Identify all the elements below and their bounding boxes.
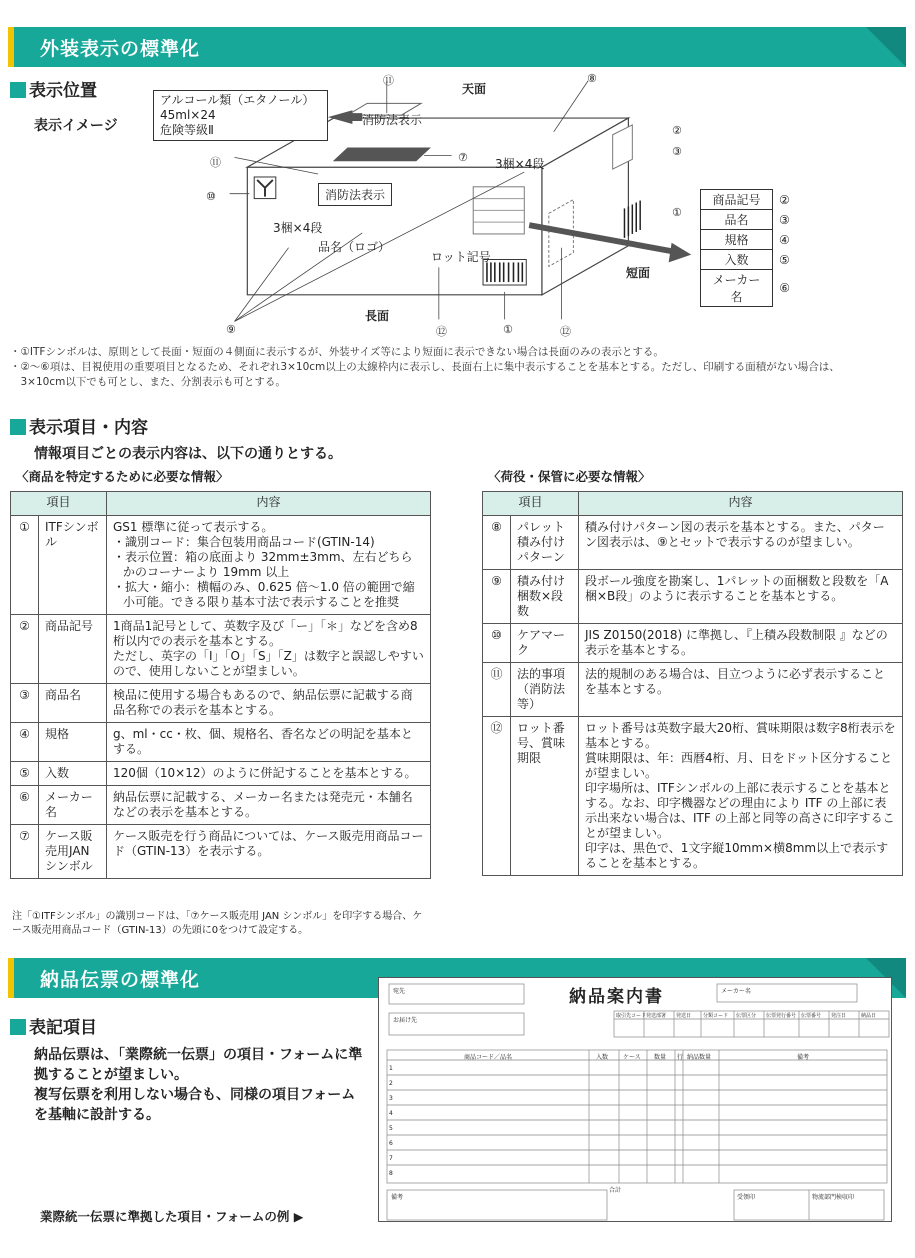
row-item: 法的事項（消防法等） — [511, 663, 579, 717]
heading-square-icon — [10, 1019, 26, 1035]
circled-number: ① — [672, 206, 682, 219]
callout-line: 危険等級Ⅱ — [160, 123, 214, 137]
form-footer-label: 受領印 — [737, 1194, 756, 1201]
table-header: 内容 — [107, 492, 431, 516]
row-content: 検品に使用する場合もあるので、納品伝票に記載する商品名称での表示を基本とする。 — [107, 684, 431, 723]
form-column-header: 納品数量 — [687, 1054, 712, 1061]
form-code-header: 分類コード — [703, 1013, 729, 1019]
form-row-number: 7 — [389, 1155, 393, 1162]
form-footer-label: 備考 — [391, 1194, 404, 1201]
handling-info-table — [482, 491, 903, 876]
circled-number: ⑫ — [436, 325, 447, 338]
content-bullet: ・拡大・縮小：横幅のみ、0.625 倍～1.0 倍の範囲で縮小可能。できる限り基本寸法で表示することを推奨 — [113, 580, 415, 609]
right-table-caption: 〈荷役・保管に必要な情報〉 — [488, 469, 651, 484]
content-line: ロット番号は英数字最大20桁、賞味期限は数字8桁表示を基本とする。 — [585, 721, 896, 750]
banner-title: 外装表示の標準化 — [40, 38, 201, 60]
content-line: ただし、英字の「I」「O」「S」「Z」は数字と誤認しやすいので、使用しないことが望ましい。 — [113, 649, 424, 678]
circled-number: ⑦ — [458, 151, 468, 164]
row-item: 規格 — [39, 723, 107, 762]
product-name-logo: 品名（ロゴ） — [318, 240, 391, 254]
row-item: 積み付け梱数×段数 — [511, 570, 579, 624]
row-content: 120個（10×12）のように併記することを基本とする。 — [107, 762, 431, 786]
row-number: ① — [11, 516, 39, 615]
circled-number: ③ — [672, 145, 682, 158]
row-item: ケアマーク — [511, 624, 579, 663]
form-column-header: 備考 — [797, 1054, 810, 1061]
row-number: ③ — [11, 684, 39, 723]
pallet-text-front: 3梱×4段 — [273, 221, 323, 235]
form-row-number: 3 — [389, 1095, 393, 1102]
row-content: 段ボール強度を勘案し、1パレットの面梱数と段数を「A梱×B段」のように表示することを基本とする。 — [579, 570, 903, 624]
circled-number: ① — [503, 323, 513, 336]
banner-corner — [866, 27, 906, 67]
slip-description — [34, 1045, 364, 1125]
fire-law-label-top: 消防法表示 — [362, 113, 423, 127]
position-notes — [10, 345, 905, 390]
short-face-label: 短面 — [626, 266, 651, 280]
form-field-label: メーカー名 — [721, 988, 751, 995]
callout-line: 45ml×24 — [160, 108, 216, 122]
form-example-label: 業際統一伝票に準拠した項目・フォームの例 ▶ — [40, 1209, 304, 1224]
table-header: 項目 — [483, 492, 579, 516]
form-field-label: 宛先 — [393, 988, 406, 995]
form-code-header: 納品日 — [861, 1013, 877, 1019]
hazard-callout — [153, 90, 328, 141]
form-code-header: 取引先コード — [616, 1013, 647, 1019]
note-line: 3×10cm以下でも可とし、また、分割表示も可とする。 — [10, 376, 286, 388]
circled-number: ⑪ — [383, 74, 394, 87]
form-row-number: 4 — [389, 1110, 393, 1117]
items-intro: 情報項目ごとの表示内容は、以下の通りとする。 — [34, 446, 342, 462]
table-row — [483, 717, 903, 876]
long-face-label: 長面 — [365, 309, 390, 323]
row-item: ケース販売用JANシンボル — [39, 825, 107, 879]
short-face-items-table — [700, 189, 797, 307]
table-row — [483, 663, 903, 717]
form-footer-label: 物流部門検収印 — [812, 1194, 855, 1201]
form-code-header: 発注日 — [831, 1013, 847, 1019]
row-content: 納品伝票に記載する、メーカー名または発売元・本舗名などの表示を基本とする。 — [107, 786, 431, 825]
content-line: 1商品1記号として、英数字及び「ー」「＊」などを含め8桁以内での表示を基本とする。 — [113, 619, 418, 648]
table-row — [483, 624, 903, 663]
table-row — [483, 516, 903, 570]
table-row — [11, 762, 431, 786]
product-info-table — [10, 491, 431, 879]
form-code-header: 発送部署 — [646, 1013, 667, 1019]
short-face-item-num: ⑤ — [779, 252, 790, 267]
row-number: ④ — [11, 723, 39, 762]
note-line: ・①ITFシンボルは、原則として長面・短面の４側面に表示するが、外装サイズ等により短面に表示できない場合は長面のみの表示とする。 — [10, 346, 664, 358]
heading-text: 表示位置 — [29, 81, 97, 101]
short-face-item-num: ④ — [779, 232, 790, 247]
heading-square-icon — [10, 82, 26, 98]
circled-number: ② — [672, 124, 682, 137]
form-column-header: 数量 — [654, 1054, 667, 1061]
row-number: ② — [11, 615, 39, 684]
heading-text: 表記項目 — [29, 1018, 97, 1038]
circled-number: ⑧ — [587, 72, 597, 85]
circled-number: ⑫ — [560, 325, 571, 338]
form-column-header: 入数 — [596, 1054, 609, 1061]
content-line: 賞味期限は、年：西暦4桁、月、日をドット区分することが望ましい。 — [585, 751, 893, 780]
circled-number: ⑪ — [210, 156, 221, 169]
short-face-item-num: ② — [779, 192, 790, 207]
form-row-number: 5 — [389, 1125, 393, 1132]
form-row-number: 2 — [389, 1080, 393, 1087]
section-banner — [8, 27, 906, 67]
table-header: 項目 — [11, 492, 107, 516]
section-heading-position — [10, 76, 97, 101]
short-face-item-num: ③ — [779, 212, 790, 227]
row-item: メーカー名 — [39, 786, 107, 825]
row-item: 商品記号 — [39, 615, 107, 684]
form-code-header: 発送日 — [676, 1013, 692, 1019]
row-content: ケース販売を行う商品については、ケース販売用商品コード（GTIN-13）を表示する。 — [107, 825, 431, 879]
pallet-text-top: 3梱×4段 — [495, 157, 545, 171]
table-row — [11, 684, 431, 723]
table-row — [11, 723, 431, 762]
form-column-header: ケース — [623, 1054, 641, 1061]
table-row — [483, 570, 903, 624]
left-table-caption: 〈商品を特定するために必要な情報〉 — [16, 469, 229, 484]
form-row-number: 8 — [389, 1170, 393, 1177]
table-row — [11, 786, 431, 825]
slip-text-line: 納品伝票は、「業際統一伝票」の項目・フォームに準拠することが望ましい。 — [34, 1047, 363, 1083]
left-table-note: 注「①ITFシンボル」の識別コードは、「⑦ケース販売用 JAN シンボル」を印字する場合、ケース販売用商品コード（GTIN-13）の先頭に0をつけて設定する。 — [12, 911, 423, 936]
row-content: JIS Z0150(2018) に準拠し、『上積み段数制限 』などの表示を基本とする。 — [579, 624, 903, 663]
table-row — [11, 825, 431, 879]
short-face-item: 品名 — [701, 210, 773, 230]
content-line: 印字は、黒色で、1文字縦10mm×横8mm以上で表示することを基本とする。 — [585, 841, 889, 870]
form-code-header: 伝票発行番号 — [766, 1013, 797, 1019]
row-content: 積み付けパターン図の表示を基本とする。また、パターン図表示は、⑨とセットで表示するのが望ましい。 — [579, 516, 903, 570]
short-face-item: メーカー名 — [701, 270, 773, 307]
row-item: ロット番号、賞味期限 — [511, 717, 579, 876]
top-face-label: 天面 — [462, 82, 487, 96]
short-face-item: 商品記号 — [701, 190, 773, 210]
lot-number-label: ロット記号 — [431, 250, 491, 264]
row-number: ⑪ — [483, 663, 511, 717]
row-content — [579, 717, 903, 876]
form-field-label: お届け先 — [393, 1017, 418, 1024]
row-item: ITFシンボル — [39, 516, 107, 615]
form-column-header: 行 — [677, 1054, 684, 1061]
short-face-item: 規格 — [701, 230, 773, 250]
section-heading-items — [10, 413, 148, 438]
heading-text: 表示項目・内容 — [29, 418, 148, 438]
table-row — [11, 615, 431, 684]
slip-text-line: 複写伝票を利用しない場合も、同様の項目フォームを基軸に設計する。 — [34, 1087, 356, 1123]
form-code-header: 伝票区分 — [736, 1013, 757, 1019]
table-row — [11, 516, 431, 615]
fire-law-label-front: 消防法表示 — [318, 183, 392, 206]
table-header: 内容 — [579, 492, 903, 516]
row-number: ⑥ — [11, 786, 39, 825]
heading-square-icon — [10, 419, 26, 435]
content-line: GS1 標準に従って表示する。 — [113, 520, 274, 534]
content-line: 印字場所は、ITFシンボルの上部に表示することを基本とする。なお、印字機器などの理由により ITF の上部に表示出来ない場合は、ITF の上部と同等の高さに印字することが望ましい。 — [585, 781, 895, 840]
section-heading-notation — [10, 1013, 97, 1038]
row-number: ⑫ — [483, 717, 511, 876]
form-column-header: 商品コード／品名 — [464, 1054, 513, 1061]
display-image-label: 表示イメージ — [34, 118, 118, 134]
callout-line: アルコール類（エタノール） — [160, 93, 315, 107]
content-bullet: ・識別コード：集合包装用商品コード(GTIN-14) — [113, 535, 375, 549]
delivery-slip-form — [378, 977, 892, 1222]
circled-number: ⑩ — [206, 190, 216, 203]
row-number: ⑦ — [11, 825, 39, 879]
row-item: 入数 — [39, 762, 107, 786]
row-number: ⑩ — [483, 624, 511, 663]
content-bullet: ・表示位置：箱の底面より 32mm±3mm、左右どちらかのコーナーより 19mm 以上 — [113, 550, 413, 579]
row-content: g、ml・cc・枚、個、規格名、香名などの明記を基本とする。 — [107, 723, 431, 762]
row-content — [107, 615, 431, 684]
row-content: 法的規制のある場合は、目立つように必ず表示することを基本とする。 — [579, 663, 903, 717]
row-number: ⑤ — [11, 762, 39, 786]
row-number: ⑧ — [483, 516, 511, 570]
row-item: パレット積み付けパターン — [511, 516, 579, 570]
form-row-number: 1 — [389, 1065, 393, 1072]
form-code-header: 伝票番号 — [801, 1013, 822, 1019]
banner-title: 納品伝票の標準化 — [40, 969, 201, 991]
row-item: 商品名 — [39, 684, 107, 723]
form-row-number: 6 — [389, 1140, 393, 1147]
row-content — [107, 516, 431, 615]
form-footer-label: 合計 — [609, 1187, 622, 1194]
circled-number: ⑨ — [226, 323, 236, 336]
short-face-item: 入数 — [701, 250, 773, 270]
note-line: ・②～⑥項は、目視使用の重要項目となるため、それぞれ3×10cm以上の太線枠内に表示し、長面右上に集中表示することを基本とする。ただし、印刷する面積がない場合は、 — [10, 361, 840, 373]
short-face-item-num: ⑥ — [779, 281, 791, 295]
form-title: 納品案内書 — [569, 987, 664, 1007]
row-number: ⑨ — [483, 570, 511, 624]
